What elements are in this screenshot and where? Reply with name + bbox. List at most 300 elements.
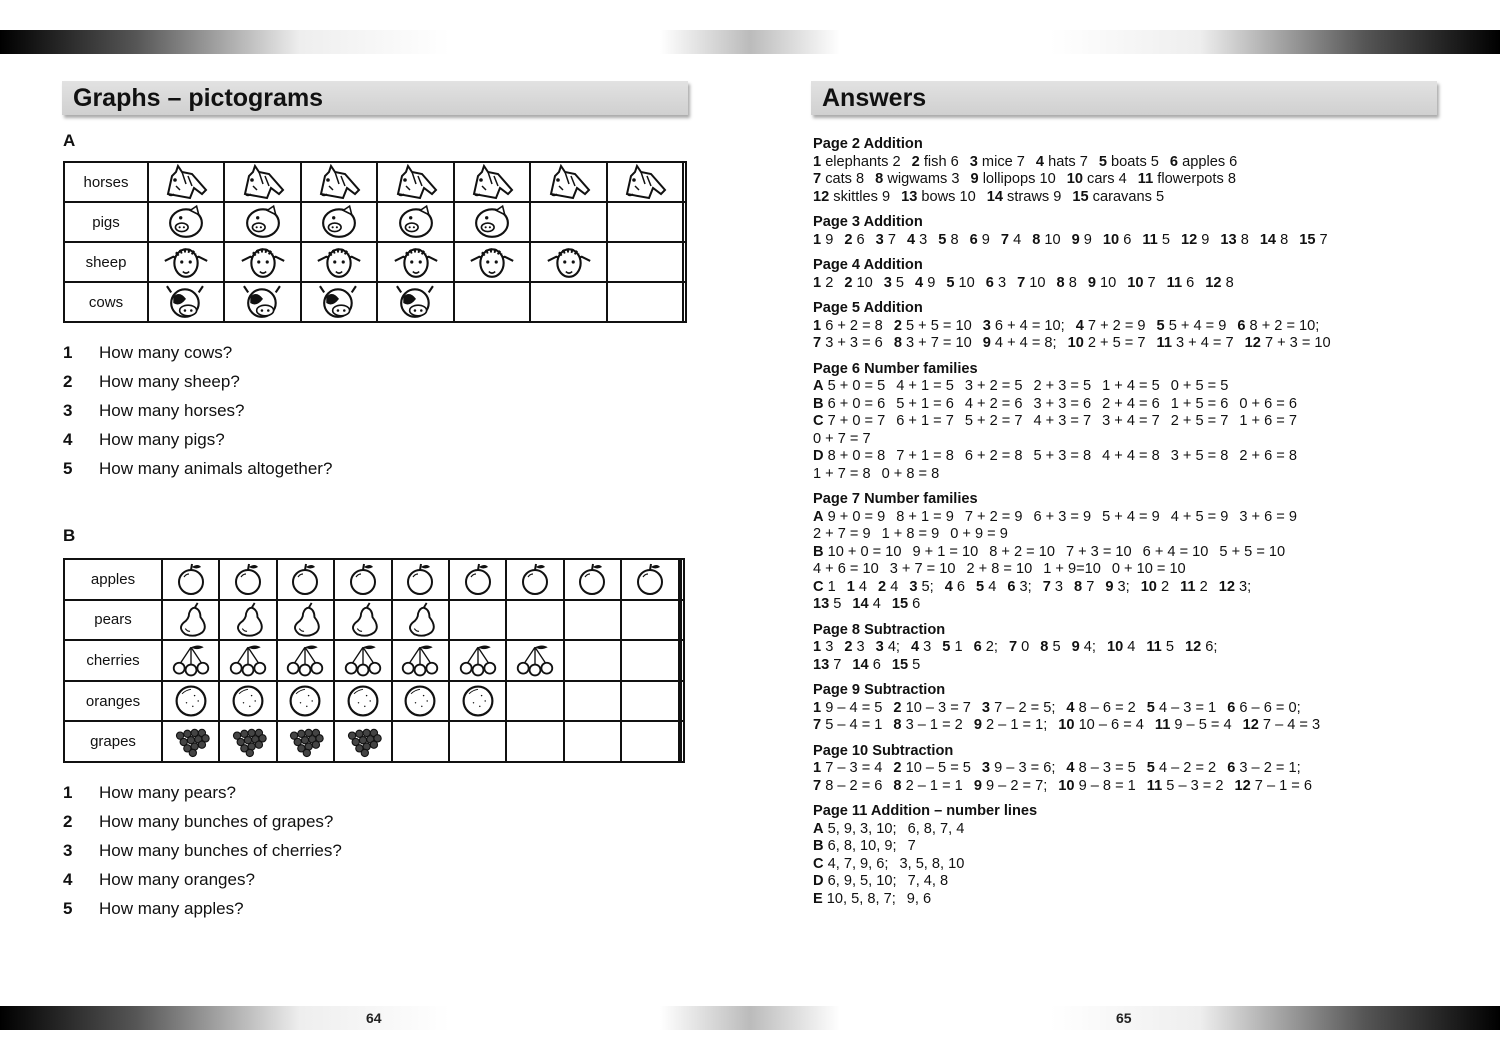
answer-value: boats 5 [1111, 153, 1159, 170]
pictogram-cell [148, 162, 224, 202]
question-text: How many pears? [99, 783, 237, 802]
answer-item [1072, 639, 1096, 655]
answer-number: 15 [1299, 231, 1316, 248]
answer-item [965, 378, 1023, 394]
pictogram-cell [334, 721, 391, 762]
answer-value: 10, 5, 8, 7; [826, 890, 896, 907]
answer-number: 11 [1154, 717, 1171, 733]
answer-value: 7 – 3 = 4 [825, 760, 883, 776]
answer-value: 8 + 2 = 10 [989, 543, 1055, 560]
pictogram-cell [162, 681, 219, 722]
answer-number: 1 [813, 760, 822, 776]
answer-item [1142, 232, 1170, 248]
answer-item [893, 760, 971, 776]
answer-item [1072, 232, 1092, 248]
answer-item [938, 232, 958, 248]
pictogram-cell [681, 681, 684, 722]
pictogram-cell [564, 640, 621, 681]
answer-number: 10 [1066, 171, 1083, 187]
answer-line [813, 856, 1473, 874]
answer-value: straws 9 [1007, 188, 1062, 205]
pictogram-cell [681, 600, 684, 641]
answer-number: B [813, 395, 824, 412]
apple-icon [400, 561, 440, 597]
answer-item [894, 335, 972, 351]
pictogram-cell [506, 600, 563, 641]
answer-line [813, 232, 1473, 250]
answer-section [813, 361, 1473, 484]
answer-item [1239, 509, 1297, 525]
answer-item [1127, 275, 1155, 291]
pictogram-cell [277, 721, 334, 762]
answer-item [1102, 509, 1160, 525]
sheep-icon [464, 244, 520, 280]
answer-number: 2 [911, 153, 920, 170]
answer-value: 5 [895, 274, 905, 291]
pictogram-cell [301, 282, 377, 322]
answer-section-heading: Page 10 Subtraction [813, 742, 954, 759]
answer-item [893, 700, 971, 716]
answer-number: 11 [1156, 335, 1172, 351]
answer-line [813, 318, 1473, 336]
page-number-left: 64 [366, 1010, 382, 1026]
answer-item [1239, 448, 1297, 464]
section_a-row-sheep [64, 242, 686, 282]
answer-number: 11 [1142, 231, 1158, 248]
answer-value: 10 – 3 = 7 [905, 699, 971, 716]
pictogram-cell [607, 242, 683, 282]
answer-value: 8 [1280, 231, 1289, 248]
section_a-row-cows [64, 282, 686, 322]
answer-item [1171, 448, 1229, 464]
answer-value: 6 + 0 = 6 [827, 395, 886, 412]
answer-value: 8 + 0 = 8 [827, 448, 886, 464]
answer-value: 1 + 9=10 [1043, 561, 1101, 577]
answer-value: 4 + 2 = 6 [964, 395, 1023, 412]
answer-value: 9 – 3 = 6; [994, 760, 1056, 776]
answer-item [912, 544, 978, 560]
pictogram-cell [607, 162, 683, 202]
answer-item [1088, 275, 1116, 291]
answer-number: 5 [976, 578, 985, 595]
question-text: How many bunches of cherries? [99, 841, 342, 860]
section_a-row-horses [64, 162, 686, 202]
orange-icon [343, 683, 383, 719]
answer-value: 4 [858, 578, 868, 595]
question [63, 401, 332, 430]
answer-number: A [813, 508, 824, 525]
answer-value: 5 + 3 = 8 [1033, 448, 1092, 464]
answer-value: 2; [985, 639, 998, 655]
grapes-icon [343, 724, 383, 760]
answer-item [813, 171, 864, 187]
pictogram-cell [377, 202, 453, 242]
answer-number: 14 [1259, 231, 1277, 248]
pictogram-cell [162, 600, 219, 641]
answer-item [1185, 639, 1217, 655]
answer-number: 11 [1146, 639, 1162, 655]
answer-item [1235, 778, 1313, 794]
answer-value: 3 [1054, 578, 1064, 595]
answer-section [813, 257, 1473, 292]
question-text: How many cows? [99, 343, 233, 362]
answer-value: 7 [1147, 274, 1156, 291]
answer-number: C [813, 855, 824, 872]
answer-item [1143, 544, 1209, 560]
answer-value: 2 – 1 = 1 [905, 777, 963, 794]
row-label: cows [64, 282, 148, 322]
row-label: grapes [64, 721, 162, 762]
answer-line [813, 335, 1473, 353]
answer-line [813, 891, 1473, 909]
answer-item [1147, 760, 1216, 776]
answer-item [908, 873, 949, 889]
answer-item [894, 318, 972, 334]
answer-number: 6 [1227, 699, 1236, 716]
answer-value: 4; [1083, 639, 1096, 655]
answer-number: 12 [1185, 639, 1202, 655]
answer-value: 7 – 2 = 5; [994, 699, 1056, 716]
answer-line [813, 154, 1473, 172]
answer-number: 2 [878, 578, 887, 595]
answer-value: 6 + 2 = 8 [825, 317, 883, 334]
answer-item [1076, 318, 1146, 334]
answer-number: C [813, 413, 824, 429]
answer-number: 12 [1234, 777, 1251, 794]
question-text: How many apples? [99, 899, 244, 918]
answer-line [813, 657, 1473, 675]
answer-item [912, 154, 959, 170]
page-number-right: 65 [1116, 1010, 1132, 1026]
pictogram-cell [530, 162, 606, 202]
answer-value: hats 7 [1048, 153, 1088, 170]
answer-value: 6 + 2 = 8 [964, 448, 1023, 464]
row-label: apples [64, 559, 162, 600]
answer-line [813, 275, 1473, 293]
animals-pictogram [63, 161, 687, 323]
pictogram-cell [506, 681, 563, 722]
answer-value: 3; [1019, 578, 1032, 595]
answer-value: 7 [1086, 578, 1095, 595]
answer-value: 5 + 2 = 7 [964, 413, 1023, 429]
answer-value: 2 + 4 = 6 [1102, 395, 1160, 412]
pictogram-cell [392, 640, 449, 681]
section-a-questions [63, 343, 332, 488]
question-number: 2 [63, 372, 73, 391]
answer-value: 1 + 4 = 5 [1102, 378, 1160, 394]
question-number: 4 [63, 870, 73, 889]
answer-number: D [813, 448, 824, 464]
answer-item [966, 561, 1032, 577]
answer-value: 2 [1199, 578, 1208, 595]
pictogram-cell [377, 242, 453, 282]
answer-value: 5 + 5 = 10 [1219, 543, 1286, 560]
answer-number: 8 [1032, 231, 1041, 248]
answer-section-heading: Page 3 Addition [813, 214, 923, 230]
answer-value: 2 + 8 = 10 [966, 561, 1033, 577]
answer-number: 9 [1105, 578, 1114, 595]
answer-item [1102, 413, 1160, 429]
horse-icon [464, 164, 520, 200]
pictogram-cell [454, 282, 530, 322]
orange-icon [458, 683, 498, 719]
pictogram-cell [219, 559, 276, 600]
orange-icon [228, 683, 268, 719]
answer-number: 9 [1087, 274, 1096, 291]
pictogram-cell [621, 681, 678, 722]
answer-number: 8 [875, 171, 884, 187]
pig-icon [235, 204, 291, 240]
question-number: 2 [63, 812, 73, 831]
answer-number: 3 [875, 231, 884, 248]
pear-icon [400, 602, 440, 638]
answer-value: fish 6 [923, 153, 959, 170]
answer-value: 6, 8, 7, 4 [907, 820, 965, 837]
answer-value: 1 + 6 = 7 [1239, 413, 1297, 429]
answer-number: 10 [1127, 274, 1144, 291]
answer-value: 0 [1021, 639, 1030, 655]
answer-number: 4 [915, 274, 924, 291]
answer-item [974, 717, 1047, 733]
answer-line [813, 466, 1473, 484]
pictogram-cell [683, 282, 686, 322]
question-text: How many bunches of grapes? [99, 812, 334, 831]
answer-value: 5 + 4 = 9 [1102, 508, 1160, 525]
answer-number: 8 [1074, 578, 1083, 595]
answer-value: elephants 2 [825, 153, 901, 170]
answer-value: 4, 7, 9, 6; [827, 855, 889, 872]
pictogram-cell [683, 162, 686, 202]
answer-line [813, 579, 1473, 597]
answer-line [813, 760, 1473, 778]
answer-item [852, 657, 880, 673]
answer-value: 4 + 5 = 9 [1170, 508, 1229, 525]
answer-item [1112, 561, 1186, 577]
pictogram-cell [219, 721, 276, 762]
answer-value: 4 [890, 578, 899, 595]
answer-item [970, 232, 990, 248]
answer-value: 7, 4, 8 [907, 873, 949, 889]
answer-item [1074, 579, 1094, 595]
pictogram-cell [530, 202, 606, 242]
answer-item [892, 657, 920, 673]
answer-item [987, 189, 1062, 205]
answer-item [1171, 396, 1229, 412]
answer-item [813, 596, 841, 612]
answer-number: 11 [1137, 171, 1154, 187]
answer-number: 3 [969, 153, 978, 170]
answer-item [976, 579, 996, 595]
answer-item [813, 561, 879, 577]
answer-value: 7 [833, 656, 842, 673]
answer-section-heading: Page 8 Subtraction [813, 621, 946, 638]
answer-value: 5 + 4 = 9 [1168, 317, 1227, 334]
answer-number: 9 [982, 335, 991, 351]
answer-value: 4 [988, 578, 997, 595]
answer-value: 6 + 4 = 10 [1142, 543, 1209, 560]
answer-value: 3 + 3 = 6 [825, 335, 883, 351]
answer-number: 10 [1140, 578, 1157, 595]
pictogram-cell [377, 162, 453, 202]
answer-item [1171, 413, 1229, 429]
answer-item [1260, 232, 1288, 248]
question [63, 899, 342, 928]
answer-value: 6 [912, 596, 921, 612]
answer-item [1243, 717, 1321, 733]
pig-icon [158, 204, 214, 240]
section-b-questions [63, 783, 342, 928]
answer-number: 4 [1066, 760, 1075, 776]
question [63, 812, 342, 841]
answers-title: Answers [822, 84, 927, 112]
answer-number: 14 [852, 656, 869, 673]
pictogram-cell [506, 721, 563, 762]
answer-item [1227, 760, 1300, 776]
answer-number: A [813, 378, 824, 394]
answer-number: B [813, 543, 824, 560]
question-text: How many sheep? [99, 372, 240, 391]
question-number: 1 [63, 343, 73, 362]
answer-item [965, 413, 1023, 429]
answer-number: 7 [813, 335, 822, 351]
answer-value: 3 + 3 = 6 [1033, 395, 1092, 412]
answer-number: 6 [1227, 760, 1236, 776]
answer-item [844, 639, 864, 655]
answer-item [1157, 335, 1234, 351]
answer-item [896, 509, 954, 525]
answer-item [915, 275, 935, 291]
horse-icon [158, 164, 214, 200]
cherries-icon [285, 642, 325, 678]
answer-item [1299, 232, 1327, 248]
answer-value: 6 [1123, 231, 1132, 248]
answer-value: wigwams 3 [887, 171, 960, 187]
answer-section-heading: Page 11 Addition – number lines [813, 803, 1038, 819]
answer-value: 1 + 7 = 8 [813, 465, 871, 482]
answer-value: 3 + 2 = 5 [964, 378, 1023, 394]
answer-number: 7 [813, 777, 822, 794]
row-label: sheep [64, 242, 148, 282]
answer-item [908, 838, 916, 854]
answer-line [813, 596, 1473, 614]
cherries-icon [458, 642, 498, 678]
answer-value: 4 – 3 = 1 [1158, 699, 1217, 716]
top-decorative-bar [0, 30, 1500, 54]
answer-value: 6; [1205, 639, 1218, 655]
pictogram-cell [162, 559, 219, 600]
answer-item [1102, 448, 1160, 464]
pictogram-cell [162, 721, 219, 762]
answer-number: 14 [852, 596, 869, 612]
pictogram-cell [277, 600, 334, 641]
answer-value: cats 8 [825, 171, 865, 187]
answer-item [909, 579, 933, 595]
pictogram-cell [219, 600, 276, 641]
answer-item [965, 509, 1023, 525]
answer-value: 2 [1160, 578, 1170, 595]
fruit-pictogram [63, 558, 685, 763]
answer-item [896, 378, 954, 394]
answer-item [813, 760, 882, 776]
answer-value: 7 [1319, 231, 1328, 248]
answer-number: 6 [1169, 153, 1179, 170]
answer-number: 1 [813, 231, 822, 248]
answer-value: 5 [833, 596, 842, 612]
answer-value: 5 [1161, 231, 1170, 248]
answer-number: 15 [1072, 188, 1089, 205]
answer-item [1072, 189, 1164, 205]
answer-value: 4 [1013, 231, 1022, 248]
answer-item [1155, 717, 1232, 733]
answer-value: 3 – 2 = 1; [1239, 760, 1301, 776]
pictogram-cell [334, 640, 391, 681]
answer-value: 5 – 4 = 1 [825, 717, 883, 733]
answer-number: 9 [1071, 639, 1080, 655]
pictogram-cell [377, 282, 453, 322]
sheep-icon [235, 244, 291, 280]
answer-value: 6 – 6 = 0; [1239, 699, 1301, 716]
answer-item [1180, 579, 1208, 595]
answer-number: E [813, 890, 823, 907]
answer-section-heading: Page 2 Addition [813, 136, 923, 152]
answer-value: 7 + 3 = 10 [1065, 543, 1132, 560]
pictogram-cell [392, 681, 449, 722]
answer-value: 5 [1052, 639, 1061, 655]
answer-item [1107, 639, 1135, 655]
answer-number: 4 [1066, 699, 1075, 716]
answer-line [813, 700, 1473, 718]
answer-number: 7 [813, 717, 822, 733]
answer-item [813, 396, 885, 412]
answer-number: 10 [1058, 777, 1075, 794]
answer-number: 5 [1098, 153, 1107, 170]
answer-value: 7 + 3 = 10 [1264, 335, 1331, 351]
answer-item [1099, 154, 1159, 170]
answer-value: 9 [981, 231, 990, 248]
answer-value: flowerpots 8 [1157, 171, 1236, 187]
answer-value: 9 [927, 274, 936, 291]
row-label: oranges [64, 681, 162, 722]
answer-number: 1 [813, 699, 822, 716]
answer-value: 10 – 5 = 5 [905, 760, 971, 776]
pictogram-cell [277, 640, 334, 681]
pictogram-cell [454, 202, 530, 242]
answer-item [876, 639, 900, 655]
answer-item [813, 431, 871, 447]
answer-item [813, 838, 897, 854]
answer-item [970, 154, 1025, 170]
answer-value: 10 [1029, 274, 1046, 291]
answer-value: 3 + 5 = 8 [1170, 448, 1229, 464]
pear-icon [343, 602, 383, 638]
question [63, 430, 332, 459]
grapes-icon [171, 724, 211, 760]
sheep-icon [388, 244, 444, 280]
answer-value: 7 – 4 = 3 [1262, 717, 1321, 733]
pictogram-cell [683, 242, 686, 282]
answer-value: 5, 9, 3, 10; [827, 820, 897, 837]
answer-value: 3; [1239, 578, 1252, 595]
answer-item [1219, 579, 1251, 595]
section_b-row-cherries [64, 640, 684, 681]
answer-value: 6 + 1 = 7 [896, 413, 954, 429]
answer-value: 7 + 0 = 7 [827, 413, 886, 429]
answer-number: 6 [1237, 317, 1246, 334]
answer-line [813, 431, 1473, 449]
answer-item [899, 856, 964, 872]
answer-item [1102, 396, 1160, 412]
answer-section-heading: Page 5 Addition [813, 300, 923, 316]
